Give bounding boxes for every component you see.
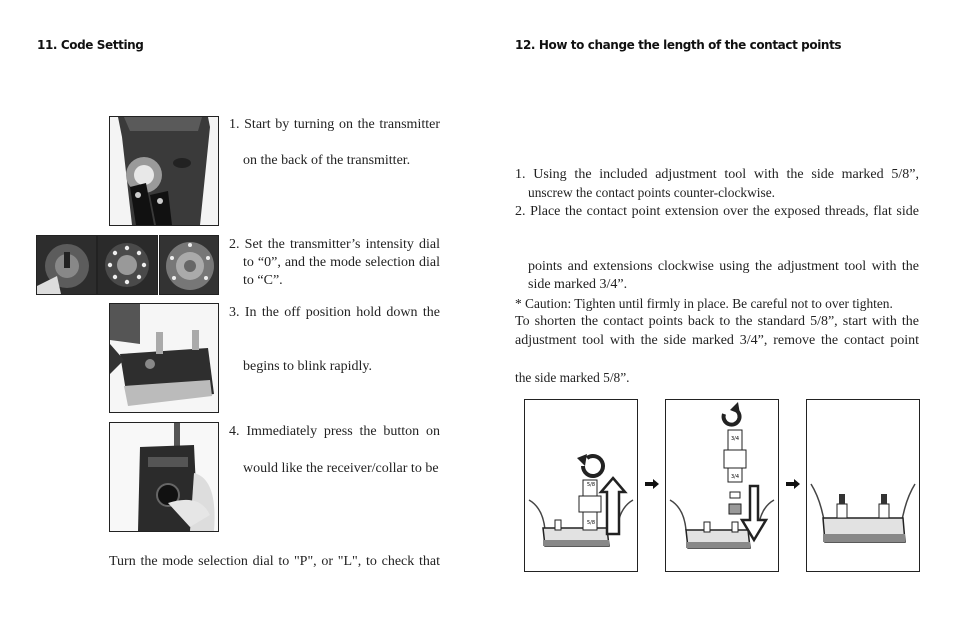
tool-label-3-4: 3/4 bbox=[731, 436, 740, 442]
result-diagram bbox=[806, 399, 920, 572]
unscrew-diagram bbox=[524, 399, 638, 572]
receiver-collar-photo bbox=[109, 303, 219, 413]
step2-line3: to “C”. bbox=[243, 273, 283, 288]
para2-line1: 2. Place the contact point extension over the exposed threads, flat side bbox=[515, 204, 919, 219]
para2-line3: side marked 3/4”. bbox=[528, 277, 628, 292]
step2-line1: 2. Set the transmitter’s intensity dial bbox=[229, 237, 440, 252]
caution-text: * Caution: Tighten until firmly in place. Be careful not to over tighten. bbox=[515, 296, 893, 311]
para2-line2: points and extensions clockwise using the adjustment tool with the bbox=[528, 259, 919, 274]
step3-line2: begins to blink rapidly. bbox=[243, 359, 372, 374]
section-heading-code-setting: 11. Code Setting bbox=[37, 38, 144, 52]
tool-label-3-4-bottom: 3/4 bbox=[731, 474, 740, 480]
step1-line2: on the back of the transmitter. bbox=[243, 153, 411, 168]
step4-line2: would like the receiver/collar to be bbox=[243, 461, 439, 476]
step1-line1: 1. Start by turning on the transmitter bbox=[229, 117, 440, 132]
arrow-right-icon bbox=[786, 479, 800, 489]
dial-closeup-photo bbox=[159, 235, 219, 295]
tool-label-5-8: 5/8 bbox=[587, 482, 596, 488]
para1-line1: 1. Using the included adjustment tool with the side marked 5/8”, bbox=[515, 167, 919, 182]
section-heading-contact-points: 12. How to change the length of the contact points bbox=[515, 38, 842, 52]
para3-line2: adjustment tool with the side marked 3/4”, remove the contact point bbox=[515, 333, 919, 348]
mode-dial-photo bbox=[97, 235, 158, 295]
step3-line1: 3. In the off position hold down the bbox=[229, 305, 440, 320]
transmitter-back-photo bbox=[109, 116, 219, 226]
tool-label-5-8-bottom: 5/8 bbox=[587, 520, 596, 526]
extension-diagram bbox=[665, 399, 779, 572]
step4-line1: 4. Immediately press the button on bbox=[229, 424, 440, 439]
para3-line1: To shorten the contact points back to the standard 5/8”, start with the bbox=[515, 314, 919, 329]
transmitter-in-hand-photo bbox=[109, 422, 219, 532]
footer-text: Turn the mode selection dial to "P", or "L", to check that bbox=[109, 554, 440, 569]
arrow-right-icon bbox=[645, 479, 659, 489]
para3-line3: the side marked 5/8”. bbox=[515, 370, 630, 385]
step2-line2: to “0”, and the mode selection dial bbox=[243, 255, 440, 270]
intensity-dial-photo bbox=[36, 235, 97, 295]
para1-line2: unscrew the contact points counter-clockwise. bbox=[528, 185, 776, 200]
